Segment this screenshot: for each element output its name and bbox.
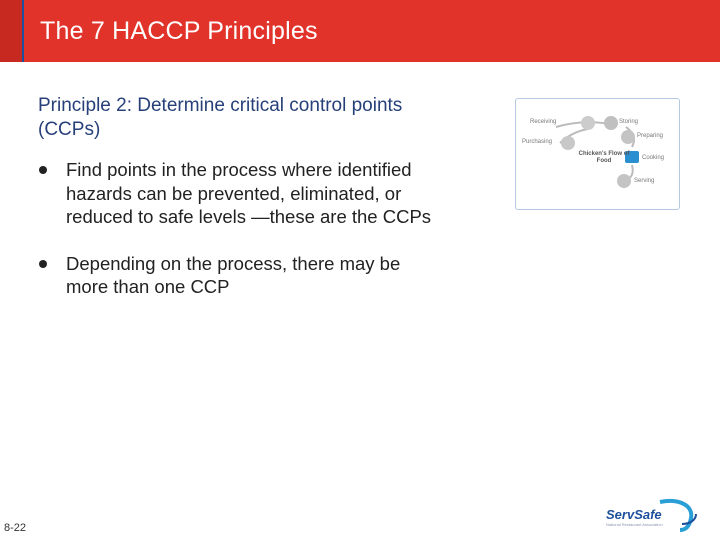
flow-step-storing: Storing bbox=[619, 119, 639, 125]
logo-tagline: National Restaurant Association bbox=[606, 522, 663, 527]
principle-heading: Principle 2: Determine critical control points (CCPs) bbox=[38, 95, 403, 140]
purchasing-icon bbox=[561, 136, 575, 150]
flow-center-label: Chicken's Flow of Food bbox=[578, 151, 630, 164]
bullet-dot-icon bbox=[39, 166, 47, 174]
servsafe-logo bbox=[600, 494, 700, 534]
flow-step-purchasing: Purchasing bbox=[522, 139, 553, 145]
bullet-item bbox=[38, 252, 438, 299]
logo-text: ServSafe bbox=[606, 507, 662, 522]
preparing-icon bbox=[621, 130, 635, 144]
bullet-text: Depending on the process, there may be more than one CCP bbox=[66, 252, 401, 297]
bullet-item bbox=[38, 158, 438, 229]
flow-of-food-diagram bbox=[515, 98, 680, 210]
serving-icon bbox=[617, 174, 631, 188]
storing-icon bbox=[604, 116, 618, 130]
bullet-dot-icon bbox=[39, 260, 47, 268]
flow-step-preparing: Preparing bbox=[637, 133, 664, 139]
bullet-text: Find points in the process where identified hazards can be prevented, eliminated, or reduced to safe levels —these are the CCPs bbox=[66, 159, 432, 227]
flow-step-receiving: Receiving bbox=[530, 119, 557, 125]
title-bar bbox=[0, 0, 720, 62]
flow-step-serving: Serving bbox=[634, 178, 655, 184]
page-number: 8-22 bbox=[4, 522, 27, 534]
bullet-list bbox=[38, 158, 438, 322]
slide-title: The 7 HACCP Principles bbox=[40, 17, 318, 45]
receiving-icon bbox=[581, 116, 595, 130]
title-edge-line bbox=[22, 0, 24, 62]
flow-step-cooking: Cooking bbox=[642, 155, 665, 161]
